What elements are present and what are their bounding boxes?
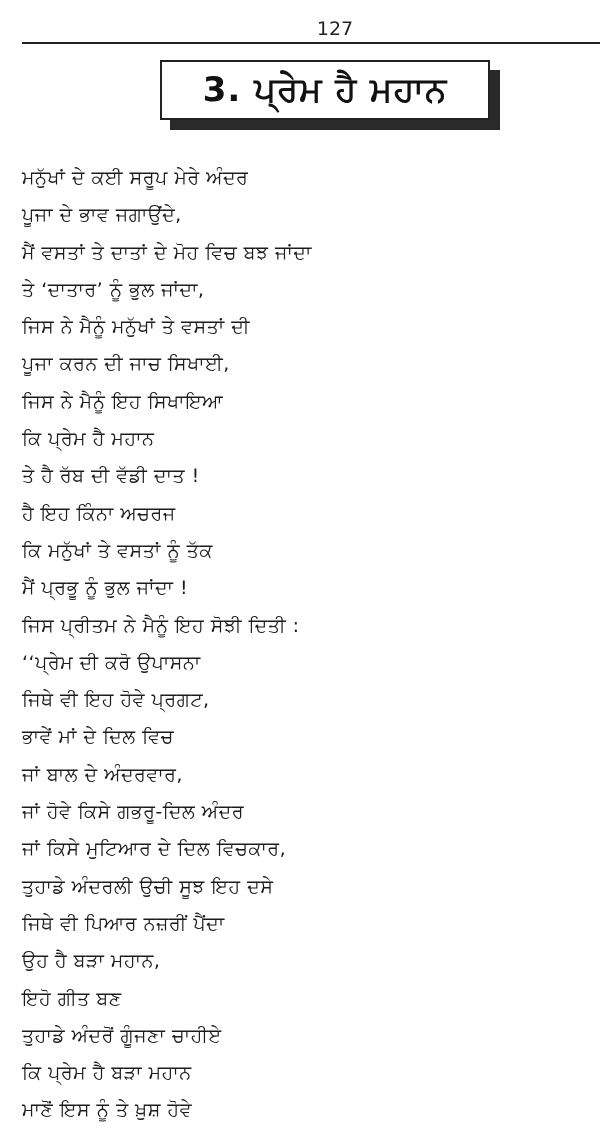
poem-line: ਮਾਣੋਂ ਇਸ ਨੂੰ ਤੇ ਖ਼ੁਸ਼ ਹੋਵੇ: [22, 1099, 192, 1122]
poem-line: ਕਿ ਪ੍ਰੇਮ ਹੈ ਬੜਾ ਮਹਾਨ: [22, 1062, 192, 1085]
poem-line: ਜਿਥੇ ਵੀ ਪਿਆਰ ਨਜ਼ਰੀਂ ਪੈਂਦਾ: [22, 912, 225, 935]
poem-line: ਕਿ ਮਨੁੱਖਾਂ ਤੇ ਵਸਤਾਂ ਨੂੰ ਤੱਕ: [22, 539, 213, 562]
poem-line: ਜਾਂ ਬਾਲ ਦੇ ਅੰਦਰਵਾਰ,: [22, 763, 183, 786]
poem-line: ਜਿਥੇ ਵੀ ਇਹ ਹੋਵੇ ਪ੍ਰਗਟ,: [22, 689, 210, 712]
poem-line: ਭਾਵੇਂ ਮਾਂ ਦੇ ਦਿਲ ਵਿਚ: [22, 726, 174, 749]
poem-line: ਜਾਂ ਹੋਵੇ ਕਿਸੇ ਗਭਰੂ-ਦਿਲ ਅੰਦਰ: [22, 801, 244, 824]
poem-line: ਮੈਂ ਵਸਤਾਂ ਤੇ ਦਾਤਾਂ ਦੇ ਮੋਹ ਵਿਚ ਬਝ ਜਾਂਦਾ: [22, 241, 312, 264]
poem-line: ਜਿਸ ਪ੍ਰੀਤਮ ਨੇ ਮੈਨੂੰ ਇਹ ਸੋਝੀ ਦਿਤੀ :: [22, 614, 300, 637]
poem-body: [22, 160, 592, 1130]
poem-line: ਹੈ ਇਹ ਕਿੰਨਾ ਅਚਰਜ: [22, 502, 176, 525]
poem-line: ਤੁਹਾਡੇ ਅੰਦਰਲੀ ਉਚੀ ਸੂਝ ਇਹ ਦਸੇ: [22, 875, 274, 898]
poem-line: ਜਿਸ ਨੇ ਮੈਨੂੰ ਮਨੁੱਖਾਂ ਤੇ ਵਸਤਾਂ ਦੀ: [22, 316, 250, 339]
poem-line: ਤੇ ਹੈ ਰੱਬ ਦੀ ਵੱਡੀ ਦਾਤ !: [22, 465, 200, 488]
poem-line: ਮਨੁੱਖਾਂ ਦੇ ਕਈ ਸਰੂਪ ਮੇਰੇ ਅੰਦਰ: [22, 167, 249, 189]
title-box: [160, 60, 498, 126]
page-number: 127: [316, 18, 354, 40]
poem-line: ਪੂਜਾ ਕਰਨ ਦੀ ਜਾਚ ਸਿਖਾਈ,: [22, 353, 230, 376]
poem-line: ਕਿ ਪ੍ਰੇਮ ਹੈ ਮਹਾਨ: [22, 428, 155, 451]
poem-line: ਤੇ ‘ਦਾਤਾਰ’ ਨੂੰ ਭੁਲ ਜਾਂਦਾ,: [22, 278, 205, 301]
poem-line: ਪੂਜਾ ਦੇ ਭਾਵ ਜਗਾਉਂਦੇ,: [22, 204, 182, 227]
poem-line: ਜਿਸ ਨੇ ਮੈਨੂੰ ਇਹ ਸਿਖਾਇਆ: [22, 390, 224, 413]
poem-line: ਜਾਂ ਕਿਸੇ ਮੁਟਿਆਰ ਦੇ ਦਿਲ ਵਿਚਕਾਰ,: [22, 838, 287, 861]
poem-line: ਇਹੋ ਗੀਤ ਬਣ: [22, 987, 122, 1010]
poem-line: ਉਹ ਹੈ ਬੜਾ ਮਹਾਨ,: [22, 950, 161, 973]
poem-line: ‘‘ਪ੍ਰੇਮ ਦੀ ਕਰੋ ਉਪਾਸਨਾ: [22, 651, 201, 674]
title-frame: [160, 60, 490, 120]
poem-line: ਮੈਂ ਪ੍ਰਭੂ ਨੂੰ ਭੁਲ ਜਾਂਦਾ !: [22, 577, 189, 600]
top-rule: [22, 42, 600, 44]
poem-line: ਤੁਹਾਡੇ ਅੰਦਰੋਂ ਗੂੰਜਣਾ ਚਾਹੀਏ: [22, 1024, 222, 1047]
page-title: 3. ਪ੍ਰੇਮ ਹੈ ਮਹਾਨ: [202, 70, 448, 110]
